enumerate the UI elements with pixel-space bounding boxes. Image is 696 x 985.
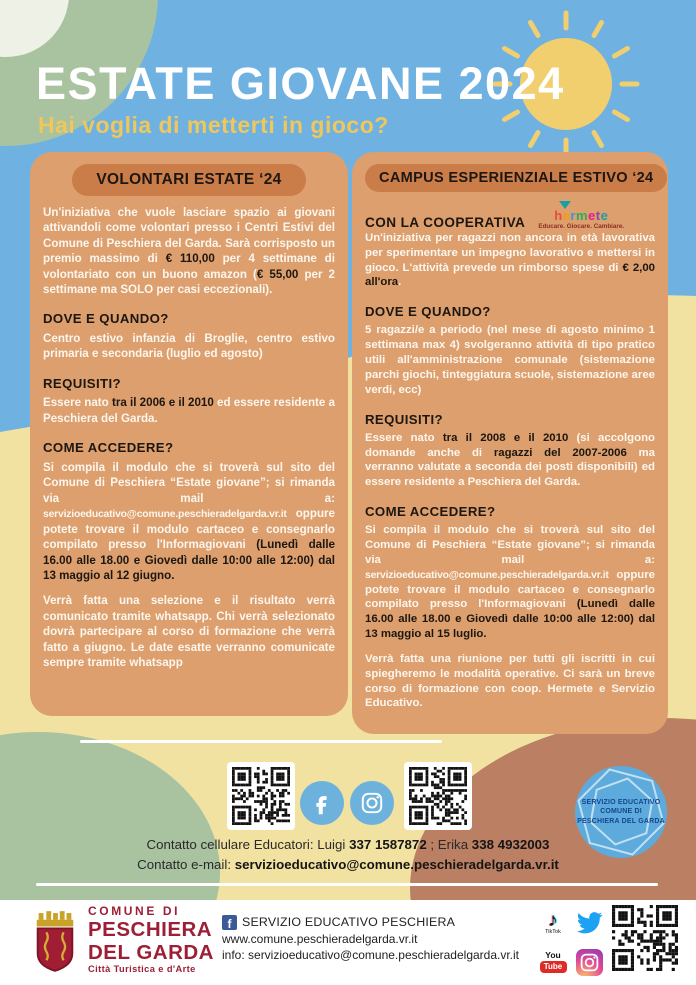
youtube-icon: You Tube bbox=[536, 943, 570, 981]
qr-code-footer bbox=[612, 905, 678, 976]
facebook-icon bbox=[300, 781, 344, 825]
comune-coat-of-arms-icon bbox=[30, 906, 80, 974]
section-heading: COME ACCEDERE? bbox=[43, 440, 174, 456]
instagram-icon-footer bbox=[572, 943, 606, 981]
page-subtitle: Hai voglia di metterti in gioco? bbox=[38, 112, 389, 138]
panel-campus-esperienziale bbox=[352, 152, 668, 734]
paragraph: Verrà fatta una riunione per tutti gli iscritti in cui spiegheremo le modalità operative. Ci sarà un breve corso di formazione con coop. Hermete e Servizio Educativo. bbox=[365, 652, 655, 710]
footer-contact-block bbox=[222, 914, 519, 964]
hermete-wordmark: hermete bbox=[554, 208, 609, 223]
contact-email-line: Contatto e-mail: servizioeducativo@comune.peschieradelgarda.vr.it bbox=[137, 856, 559, 872]
hermete-triangle-icon bbox=[559, 201, 571, 209]
contact-phone-line: Contatto cellulare Educatori: Luigi 337 1587872 ; Erika 338 4932003 bbox=[146, 837, 550, 852]
instagram-icon bbox=[350, 781, 394, 825]
footer-social-icons bbox=[536, 904, 606, 981]
section-heading: COME ACCEDERE? bbox=[365, 504, 496, 520]
coop-heading-row bbox=[365, 201, 655, 230]
paragraph: 5 ragazzi/e a periodo (nel mese di agosto minimo 1 settimana max 4) svolgeranno attività di tipo pratico utili all'amministrazione comunale (sistemazione parchi giochi, tinteggiatura scuole, sistemazione aree verdi, ecc) bbox=[365, 324, 655, 396]
facebook-icon-footer: f bbox=[222, 915, 237, 930]
page-title: ESTATE GIOVANE 2024 bbox=[36, 58, 565, 109]
panel-campus-body bbox=[365, 231, 655, 711]
paragraph: Essere nato tra il 2008 e il 2010 (si accolgono domande anche di ragazzi del 2007-2006 ma verranno valutate a seconda dei posti disponibili) ed essere residente a Peschiera del Garda. bbox=[365, 431, 655, 489]
tiktok-icon: ♪ TikTok bbox=[545, 910, 561, 935]
paragraph: Un'iniziativa che vuole lasciare spazio ai giovani attivandoli come volontari presso i Centri Estivi del Comune di Peschiera del Garda. Sarà corrisposto un premio massimo di € 110,00 per 4 settimane di volontariato con un buono amazon (€ 55,00 per 2 settimane ma SOLO per casi eccezionali). bbox=[43, 206, 335, 297]
qr-code-left bbox=[227, 762, 295, 830]
panel-campus-title: CAMPUS ESPERIENZIALE ESTIVO ‘24 bbox=[365, 164, 667, 192]
section-heading: DOVE E QUANDO? bbox=[43, 311, 169, 327]
badge-line: SERVIZIO EDUCATIVO bbox=[581, 799, 661, 807]
section-heading: REQUISITI? bbox=[43, 375, 121, 391]
paragraph: Si compila il modulo che si troverà sul sito del Comune di Peschiera “Estate giovane”; si rimanda via mail a: servizioeducativo@comune.peschieradelgarda.vr.it oppure potete trovare il modulo cartaceo e consegnarlo compilato presso l'Informagiovani (Lunedì dalle 16.00 alle 18.00 e Giovedì dalle 10:00 alle 12:00) dal 13 maggio al 15 luglio. bbox=[365, 524, 655, 641]
paragraph: Centro estivo infanzia di Broglie, centro estivo primaria e secondaria (luglio ed agosto) bbox=[43, 331, 335, 361]
comune-logo-block bbox=[30, 905, 214, 974]
paragraph: Si compila il modulo che si troverà sul sito del Comune di Peschiera “Estate giovane”; si rimanda via mail a: servizioeducativo@comune.peschieradelgarda.vr.it oppure potete trovare il modulo cartaceo e consegnarlo compilato presso l'Informagiovani (Lunedì dalle 16.00 alle 18.00 e Giovedì dalle 10:00 alle 12:00) dal 13 maggio al 12 giugno. bbox=[43, 460, 336, 582]
paragraph: Verrà fatta una selezione e il risultato verrà comunicato tramite whatsapp. Chi verrà selezionato dovrà partecipare al corso di formazione che verrà fatto a giugno. Le date esatte verranno comunicate sempre tramite whatsapp bbox=[43, 594, 335, 669]
footer bbox=[0, 900, 696, 985]
qr-code-right bbox=[404, 762, 472, 830]
contact-block bbox=[0, 835, 696, 875]
divider-line-top bbox=[80, 740, 442, 743]
comune-name: COMUNE DI PESCHIERA DEL GARDA Città Turistica e d'Arte bbox=[88, 904, 214, 974]
panel-volontari-estate bbox=[30, 152, 348, 716]
panel-volontari-body bbox=[43, 205, 335, 670]
divider-line-bottom bbox=[36, 883, 658, 886]
footer-website: www.comune.peschieradelgarda.vr.it bbox=[222, 932, 418, 947]
section-heading: DOVE E QUANDO? bbox=[365, 304, 491, 320]
hermete-logo bbox=[533, 201, 629, 230]
panel-volontari-title: VOLONTARI ESTATE ‘24 bbox=[72, 164, 305, 196]
footer-info-email: info: servizioeducativo@comune.peschieradelgarda.vr.it bbox=[222, 948, 520, 963]
section-heading: REQUISITI? bbox=[365, 411, 443, 427]
hermete-tagline: Educare. Giocare. Cambiare. bbox=[538, 223, 625, 230]
twitter-icon bbox=[572, 904, 606, 942]
coop-heading: CON LA COOPERATIVA bbox=[365, 215, 526, 230]
paragraph: Essere nato tra il 2006 e il 2010 ed essere residente a Peschiera del Garda. bbox=[43, 396, 336, 425]
badge-line: PESCHIERA DEL GARDA bbox=[577, 817, 665, 825]
paragraph: Un'iniziativa per ragazzi non ancora in età lavorativa per sperimentare un impegno lavorativo e mettersi in gioco. L'attività prevede un rimborso spese di € 2,00 all'ora. bbox=[365, 232, 655, 289]
badge-line: COMUNE DI bbox=[600, 808, 642, 816]
facebook-page-name: SERVIZIO EDUCATIVO PESCHIERA bbox=[242, 915, 456, 929]
